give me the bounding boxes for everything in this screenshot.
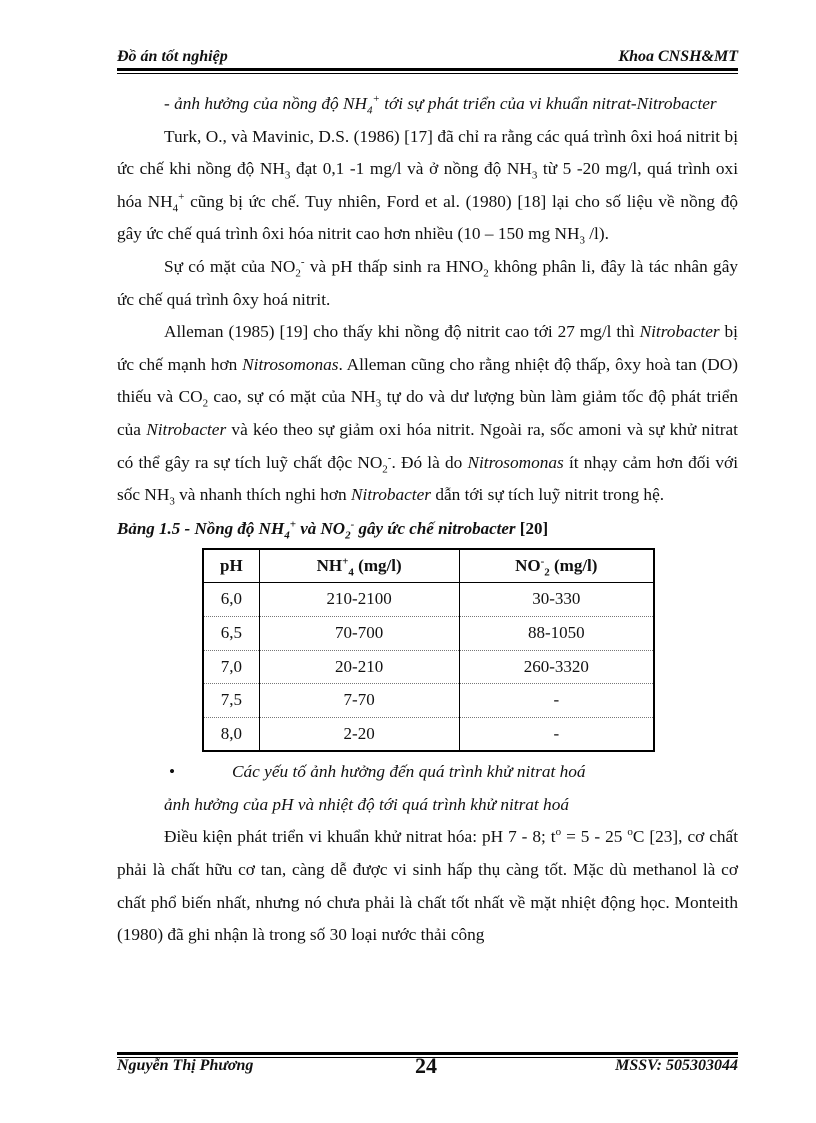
- cell-no2: 260-3320: [459, 650, 654, 684]
- subheading: ảnh hưởng của pH và nhiệt độ tới quá trình khử nitrat hoá: [164, 794, 569, 814]
- header-right: Khoa CNSH&MT: [618, 48, 738, 65]
- cell-ph: 6,5: [203, 616, 259, 650]
- cell-nh4: 210-2100: [259, 583, 459, 617]
- col-header-nh4: $NH^+_4$ (mg/l): [259, 549, 459, 583]
- col-header-no2: $NO^-_2$ (mg/l): [459, 549, 654, 583]
- cell-ph: 7,0: [203, 650, 259, 684]
- table-caption: Bảng 1.5 - Nồng độ $NH_4^+$ và $NO_2^-$ gây ức chế nitrobacter [20]: [117, 518, 549, 542]
- footer-student-id: MSSV: 505303044: [615, 1057, 738, 1074]
- page-number: 24: [415, 1053, 437, 1078]
- cell-no2: -: [459, 717, 654, 751]
- cell-nh4: 7-70: [259, 684, 459, 718]
- table-header-row: [203, 549, 654, 583]
- paragraph-3: Sự có mặt của $NO_2^-$ và pH thấp sinh ra $HNO_2$ không phân li, đây là tác nhân gây ức chế quá trình ôxy hoá nitrit.: [117, 256, 738, 309]
- paragraph-4: Alleman (1985) [19] cho thấy khi nồng độ nitrit cao tới 27 mg/l thì Nitrobacter bị ức chế mạnh hơn Nitrosomonas. Alleman cũng cho rằng nhiệt độ thấp, ôxy hoà tan (DO) thiếu và $CO_2$ cao, sự có mặt của $NH_3$ tự do và dư lượng bùn làm giảm tốc độ phát triển của Nitrobacter và kéo theo sự giảm oxi hóa nitrit. Ngoài ra, sốc amoni và sự khử nitrat có thể gây ra sự tích luỹ chất độc $NO_2^-$. Đó là do Nitrosomonas ít nhạy cảm hơn đối với sốc $NH_3$ và nhanh thích nghi hơn Nitrobacter dẫn tới sự tích luỹ nitrit trong hệ.: [117, 322, 739, 508]
- bullet-dot-icon: •: [169, 762, 176, 782]
- paragraph-1: - ảnh hưởng của nồng độ $NH_4^+$ tới sự phát triển của vi khuẩn nitrat-Nitrobacter: [164, 93, 717, 117]
- cell-ph: 6,0: [203, 583, 259, 617]
- cell-no2: 88-1050: [459, 616, 654, 650]
- footer-author: Nguyễn Thị Phương: [117, 1057, 254, 1074]
- cell-ph: 8,0: [203, 717, 259, 751]
- table-row: [203, 717, 654, 751]
- table-row: [203, 583, 654, 617]
- header-rule: [117, 68, 738, 71]
- cell-no2: 30-330: [459, 583, 654, 617]
- table-row: [203, 684, 654, 718]
- paragraph-5: Điều kiện phát triển vi khuẩn khử nitrat hóa: pH 7 - 8; $t^o = 5 - 25$ $^o$C [23], cơ chất phải là chất hữu cơ tan, càng dễ được vi sinh hấp thụ càng tốt. Mặc dù methanol là cơ chất phổ biến nhất, nhưng nó chưa phải là chất tốt nhất về mặt nhiệt động học. Monteith (1980) đã ghi nhận là trong số 30 loại nước thải công: [117, 826, 738, 945]
- inhibition-table: [202, 548, 655, 753]
- cell-nh4: 70-700: [259, 616, 459, 650]
- header-rule-thin: [117, 73, 738, 74]
- paragraph-2: Turk, O., và Mavinic, D.S. (1986) [17] đã chỉ ra rằng các quá trình ôxi hoá nitrit bị ức chế khi nồng độ $NH_3$ đạt 0,1 -1 mg/l và ở nồng độ $NH_3$ từ 5 -20 mg/l, quá trình oxi hóa $NH_4^+$ cũng bị ức chế. Tuy nhiên, Ford et al. (1980) [18] lại cho số liệu về nồng độ gây ức chế quá trình ôxi hóa nitrit cao hơn nhiều (10 – 150 mg $NH_3$ /l).: [117, 126, 739, 247]
- table-row: [203, 650, 654, 684]
- header-left: Đồ án tốt nghiệp: [117, 48, 228, 65]
- cell-nh4: 20-210: [259, 650, 459, 684]
- col-header-ph: pH: [203, 549, 259, 583]
- table-row: [203, 616, 654, 650]
- cell-no2: -: [459, 684, 654, 718]
- page-header: [117, 48, 738, 70]
- cell-ph: 7,5: [203, 684, 259, 718]
- cell-nh4: 2-20: [259, 717, 459, 751]
- page-footer: [117, 1055, 738, 1081]
- document-body: [117, 88, 738, 952]
- bullet-item: • Các yếu tố ảnh hưởng đến quá trình khử nitrat hoá: [117, 756, 738, 789]
